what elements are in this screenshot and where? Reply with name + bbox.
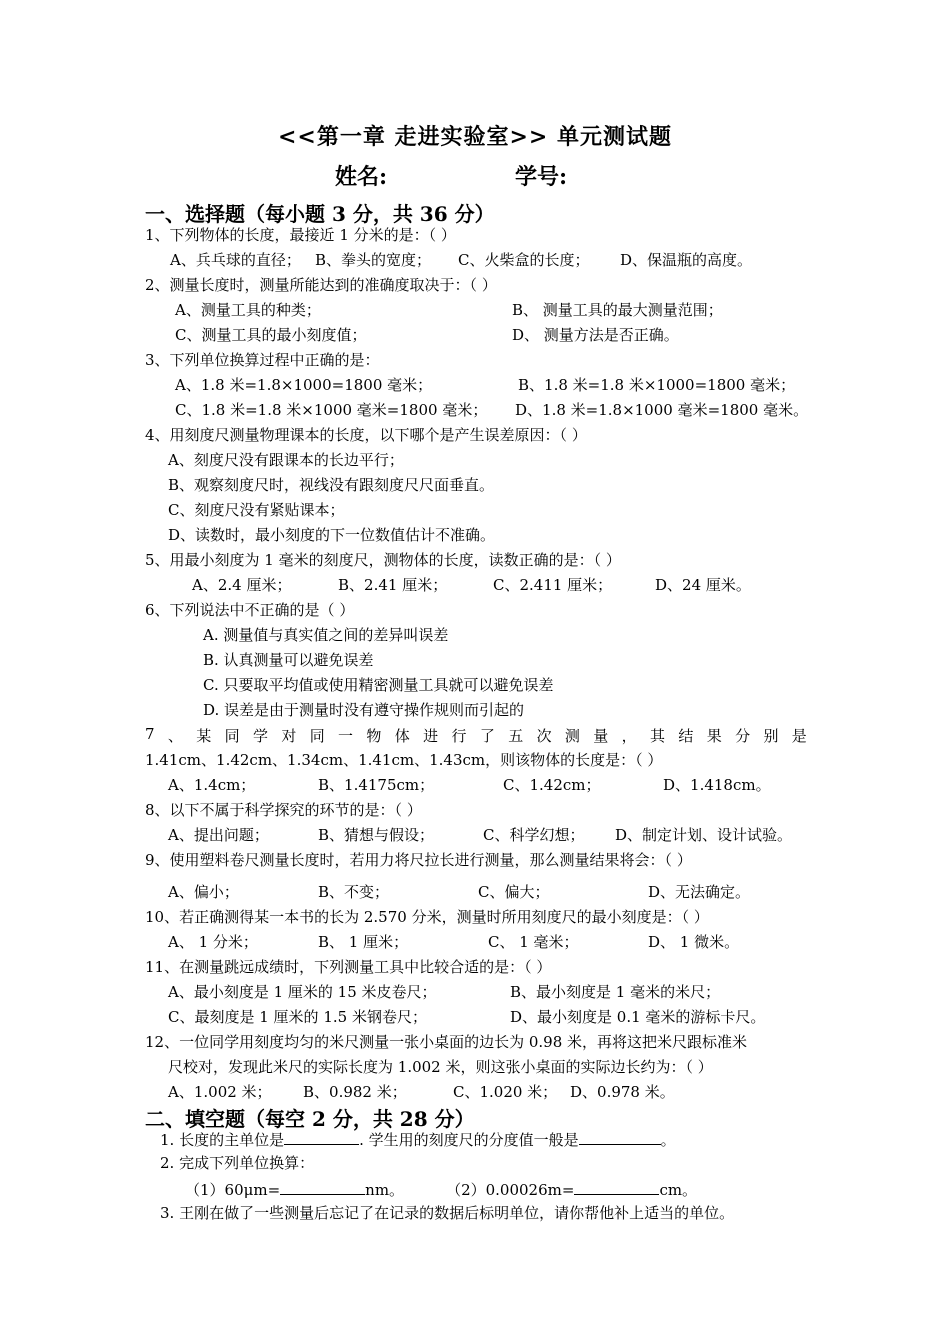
q7-option-b: B、1.4175cm；	[318, 776, 435, 794]
q7-char: 同	[224, 727, 240, 745]
q2-option-c: C、测量工具的最小刻度值；	[175, 326, 367, 344]
q12-option-b: B、0.982 米；	[303, 1083, 407, 1101]
q7-char: 量	[593, 727, 609, 745]
fill1-blank2[interactable]	[579, 1128, 661, 1145]
q12-option-d: D、0.978 米。	[570, 1083, 675, 1101]
q7-char: 同	[309, 727, 325, 745]
q1-option-a: A、兵乓球的直径；	[170, 251, 301, 269]
q7-option-c: C、1.42cm；	[503, 776, 601, 794]
q8-stem: 8、以下不属于科学探究的环节的是：（ ）	[145, 801, 422, 819]
q7-option-a: A、1.4cm；	[168, 776, 256, 794]
q7-char: 结	[678, 727, 694, 745]
q12-option-a: A、1.002 米；	[168, 1083, 272, 1101]
q7-option-d: D、1.418cm。	[663, 776, 771, 794]
q5-option-c: C、2.411 厘米；	[493, 576, 613, 594]
q7-char: 了	[479, 727, 495, 745]
fill2-text3: （2）0.00026m=	[446, 1181, 575, 1199]
q3-option-a: A、1.8 米=1.8×1000=1800 毫米；	[175, 376, 433, 394]
q9-option-a: A、偏小；	[168, 883, 239, 901]
q7-char: 测	[564, 727, 580, 745]
q4-stem: 4、用刻度尺测量物理课本的长度，以下哪个是产生误差原因：（ ）	[145, 426, 587, 444]
q8-option-c: C、科学幻想；	[483, 826, 585, 844]
q9-option-b: B、不变；	[318, 883, 390, 901]
q7-stem-line2: 1.41cm、1.42cm、1.34cm、1.41cm、1.43cm，则该物体的长度是：（ ）	[145, 751, 663, 769]
fill1	[160, 1128, 676, 1150]
q6-option-d: D. 误差是由于测量时没有遵守操作规则而引起的	[203, 701, 525, 719]
q12-option-c: C、1.020 米；	[453, 1083, 558, 1101]
q12-stem-line1: 12、一位同学用刻度均匀的米尺测量一张小桌面的边长为 0.98 米，再将这把米尺跟标准米	[145, 1033, 748, 1051]
q10-option-d: D、 1 微米。	[648, 933, 740, 951]
fill2-conversions	[185, 1178, 697, 1200]
q8-option-a: A、提出问题；	[168, 826, 269, 844]
q12-stem-line2: 尺校对，发现此米尺的实际长度为 1.002 米，则这张小桌面的实际边长约为：（ ）	[168, 1058, 713, 1076]
q7-char: 体	[394, 727, 410, 745]
q5-option-d: D、24 厘米。	[655, 576, 751, 594]
q7-char: 物	[366, 727, 382, 745]
q4-option-c: C、刻度尺没有紧贴课本；	[168, 501, 345, 519]
section1-heading: 一、选择题（每小题 3 分，共 36 分）	[145, 202, 495, 226]
q7-char: 五	[508, 727, 524, 745]
q10-option-c: C、 1 毫米；	[488, 933, 579, 951]
q10-option-b: B、 1 厘米；	[318, 933, 409, 951]
fill1-text2: . 学生用的刻度尺的分度值一般是	[359, 1131, 579, 1149]
q7-char: 学	[252, 727, 268, 745]
q7-char: 是	[791, 727, 807, 745]
q10-option-a: A、 1 分米；	[168, 933, 258, 951]
q4-option-d: D、读数时，最小刻度的下一位数值估计不准确。	[168, 526, 496, 544]
q7-char: 进	[423, 727, 439, 745]
fill1-blank1[interactable]	[284, 1128, 359, 1145]
q2-stem: 2、测量长度时，测量所能达到的准确度取决于：（ ）	[145, 276, 497, 294]
section2-heading: 二、填空题（每空 2 分，共 28 分）	[145, 1107, 475, 1131]
q9-option-c: C、偏大；	[478, 883, 550, 901]
fill2-text2: nm。	[365, 1181, 405, 1199]
q5-option-b: B、2.41 厘米；	[338, 576, 448, 594]
q7-char: 对	[281, 727, 297, 745]
q7-char: 某	[196, 727, 212, 745]
q11-option-d: D、最小刻度是 0.1 毫米的游标卡尺。	[510, 1008, 766, 1026]
q7-char: 、	[167, 727, 183, 745]
q7-stem-line1	[145, 725, 807, 746]
q1-option-b: B、拳头的宽度；	[315, 251, 432, 269]
q9-option-d: D、无法确定。	[648, 883, 751, 901]
q6-option-a: A. 测量值与真实值之间的差异叫误差	[203, 626, 449, 644]
q7-char: 别	[763, 727, 779, 745]
q7-char: 分	[735, 727, 751, 745]
q5-stem: 5、用最小刻度为 1 毫米的刻度尺，测物体的长度，读数正确的是：（ ）	[145, 551, 621, 569]
q8-option-d: D、制定计划、设计试验。	[615, 826, 793, 844]
student-id-label: 学号:	[515, 164, 568, 190]
q1-option-c: C、火柴盒的长度；	[458, 251, 590, 269]
q7-char: ，	[621, 727, 637, 745]
q5-option-a: A、2.4 厘米；	[192, 576, 292, 594]
q2-option-a: A、测量工具的种类；	[175, 301, 321, 319]
fill3-stem: 3. 王刚在做了一些测量后忘记了在记录的数据后标明单位，请你帮他补上适当的单位。	[160, 1204, 735, 1222]
q7-char: 次	[536, 727, 552, 745]
q11-option-b: B、最小刻度是 1 毫米的米尺；	[510, 983, 721, 1001]
fill1-text3: 。	[660, 1131, 676, 1149]
q4-option-a: A、刻度尺没有跟课本的长边平行；	[168, 451, 404, 469]
q3-option-d: D、1.8 米=1.8×1000 毫米=1800 毫米。	[515, 401, 809, 419]
name-label: 姓名:	[335, 164, 388, 190]
q1-option-d: D、保温瓶的高度。	[620, 251, 753, 269]
q3-option-c: C、1.8 米=1.8 米×1000 毫米=1800 毫米；	[175, 401, 488, 419]
q10-stem: 10、若正确测得某一本书的长为 2.570 分米，测量时所用刻度尺的最小刻度是：（ ）	[145, 908, 709, 926]
fill2-text1: （1）60μm=	[185, 1181, 281, 1199]
page-title: <<第一章 走进实验室>> 单元测试题	[277, 124, 673, 150]
q9-stem: 9、使用塑料卷尺测量长度时，若用力将尺拉长进行测量，那么测量结果将会：（ ）	[145, 851, 692, 869]
q11-stem: 11、在测量跳远成绩时，下列测量工具中比较合适的是：（ ）	[145, 958, 552, 976]
q11-option-a: A、最小刻度是 1 厘米的 15 米皮卷尺；	[168, 983, 437, 1001]
q7-char: 其	[650, 727, 666, 745]
q3-stem: 3、下列单位换算过程中正确的是：	[145, 351, 380, 369]
q1-stem: 1、下列物体的长度，最接近 1 分米的是：（ ）	[145, 226, 456, 244]
q7-char: 行	[451, 727, 467, 745]
q3-option-b: B、1.8 米=1.8 米×1000=1800 毫米；	[518, 376, 796, 394]
fill2-blank2[interactable]	[574, 1178, 659, 1195]
q6-option-c: C. 只要取平均值或使用精密测量工具就可以避免误差	[203, 676, 554, 694]
q7-char: 果	[706, 727, 722, 745]
q2-option-d: D、 测量方法是否正确。	[512, 326, 679, 344]
fill2-blank1[interactable]	[280, 1178, 365, 1195]
q6-stem: 6、下列说法中不正确的是（ ）	[145, 601, 355, 619]
q2-option-b: B、 测量工具的最大测量范围；	[512, 301, 723, 319]
q6-option-b: B. 认真测量可以避免误差	[203, 651, 374, 669]
q8-option-b: B、猜想与假设；	[318, 826, 435, 844]
q7-char: 7	[145, 725, 155, 743]
fill1-text1: 1. 长度的主单位是	[160, 1131, 285, 1149]
fill2-text4: cm。	[659, 1181, 698, 1199]
q4-option-b: B、观察刻度尺时，视线没有跟刻度尺尺面垂直。	[168, 476, 495, 494]
q11-option-c: C、最刻度是 1 厘米的 1.5 米钢卷尺；	[168, 1008, 427, 1026]
fill2-stem: 2. 完成下列单位换算：	[160, 1154, 315, 1172]
q7-char: 一	[338, 727, 354, 745]
